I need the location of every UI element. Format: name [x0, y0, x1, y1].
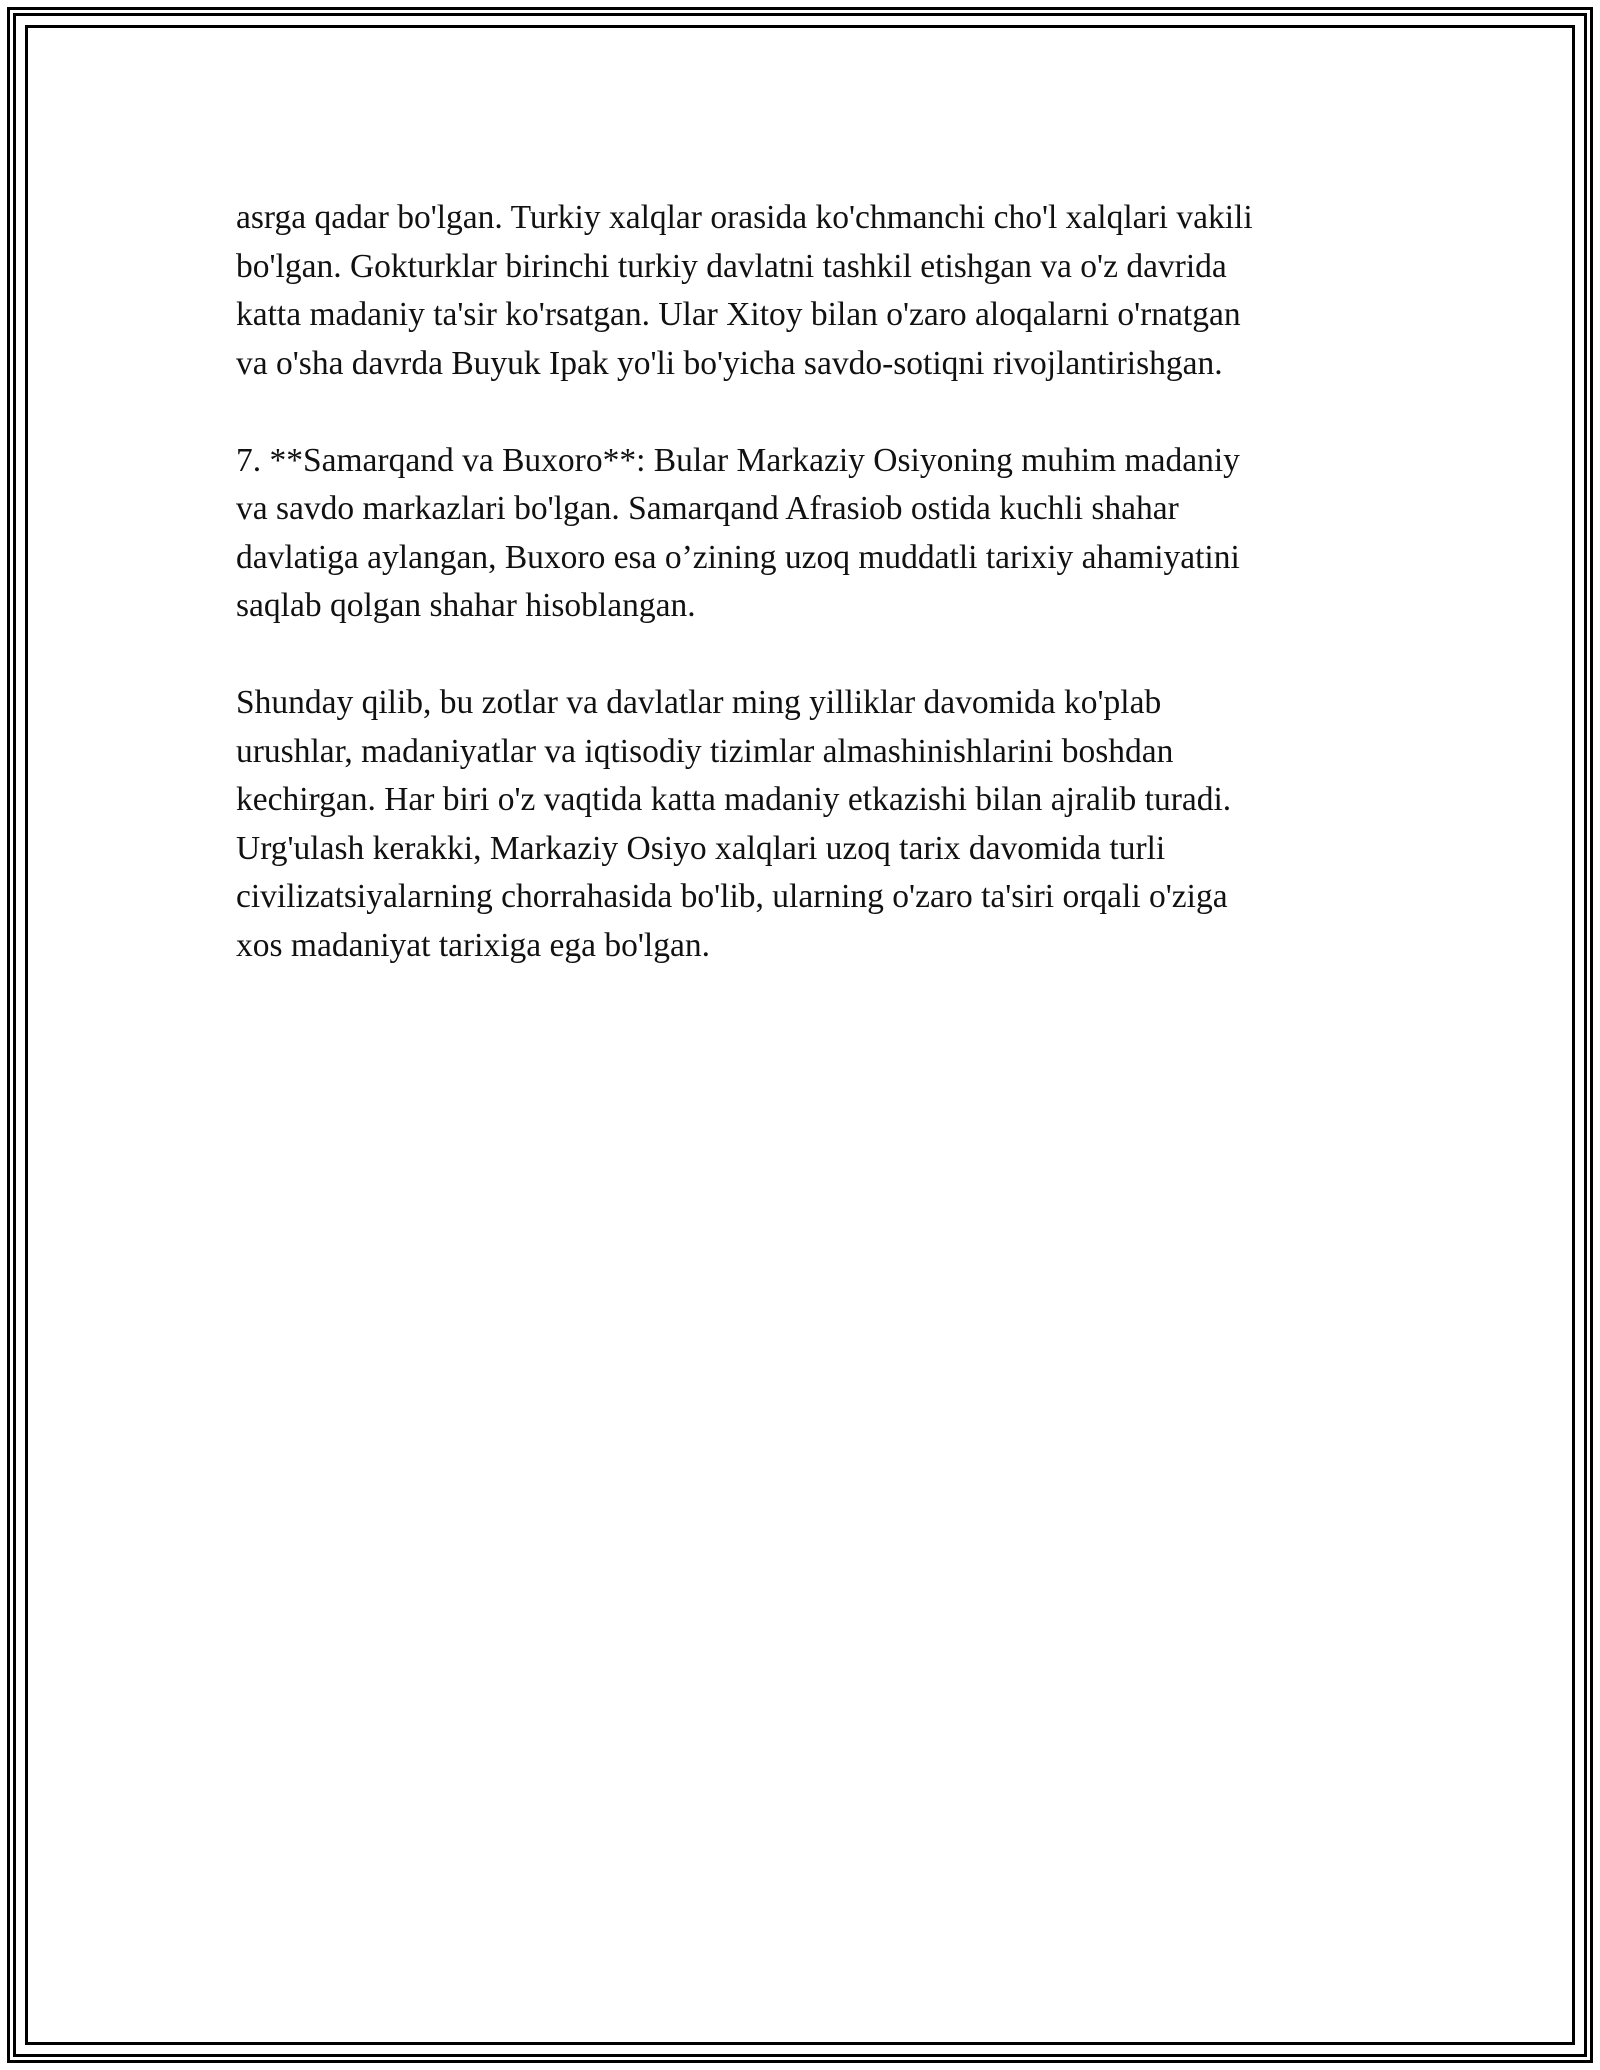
page-frame: [7, 7, 1593, 2063]
paragraph-samarqand-buxoro: 7. **Samarqand va Buxoro**: Bular Markaziy Osiyoning muhim madaniy va savdo markazlari bo'lgan. Samarqand Afrasiob ostida kuchli shahar davlatiga aylangan, Buxoro esa o’zining uzoq muddatli tarixiy ahamiyatini saqlab qolgan shahar hisoblangan.: [236, 441, 1240, 624]
paragraph-gokturks: asrga qadar bo'lgan. Turkiy xalqlar orasida ko'chmanchi cho'l xalqlari vakili bo'lgan. Gokturklar birinchi turkiy davlatni tashkil etishgan va o'z davrida katta madaniy ta'sir ko'rsatgan. Ular Xitoy bilan o'zaro aloqalarni o'rnatgan va o'sha davrda Buyuk Ipak yo'li bo'yicha savdo-sotiqni rivojlantirishgan.: [236, 199, 1253, 382]
paragraph-conclusion: Shunday qilib, bu zotlar va davlatlar ming yilliklar davomida ko'plab urushlar, madaniyatlar va iqtisodiy tizimlar almashinishlarini boshdan kechirgan. Har biri o'z vaqtida katta madaniy etkazishi bilan ajralib turadi. Urg'ulash kerakki, Markaziy Osiyo xalqlari uzoq tarix davomida turli civilizatsiyalarning chorrahasida bo'lib, ularning o'zaro ta'siri orqali o'ziga xos madaniyat tarixiga ega bo'lgan.: [236, 684, 1232, 964]
document-body: [236, 194, 1386, 1019]
